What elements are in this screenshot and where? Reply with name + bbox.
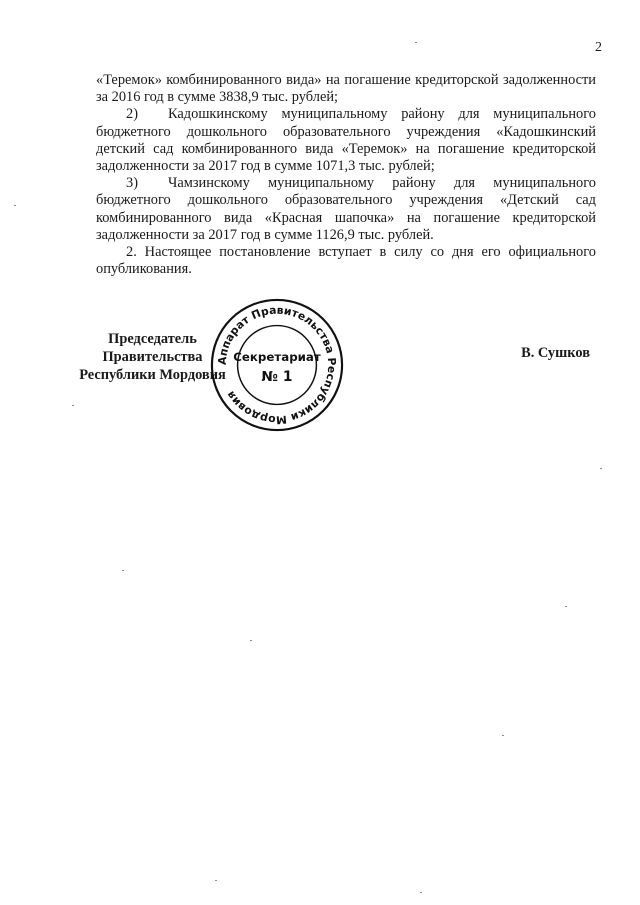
document-body	[96, 72, 596, 278]
page-number: 2	[595, 40, 602, 55]
paragraph-item-2: 2) Кадошкинскому муниципальному району для муниципального бюджетного дошкольного образовательного учреждения «Кадошкинский детский сад комбинированного вида «Теремок» на погашение кредиторской задолженности за 2017 год в сумме 1071,3 тыс. рублей;	[96, 106, 596, 175]
stamp-outer-text: Аппарат Правительства Республики Мордовия	[215, 303, 339, 427]
signatory-title-line1: Председатель Правительства	[102, 331, 203, 365]
signatory-title-line2: Республики Мордовия	[79, 367, 226, 383]
scan-speck	[502, 735, 504, 736]
scan-speck	[215, 880, 217, 881]
item-number: 3)	[126, 175, 138, 192]
scan-speck	[14, 205, 16, 206]
official-seal-stamp	[208, 296, 346, 434]
paragraph-item-3: 3) Чамзинскому муниципальному району для муниципального бюджетного дошкольного образовательного учреждения «Детский сад комбинированного вида «Красная шапочка» на погашение кредиторской задолженности за 2017 год в сумме 1126,9 тыс. рублей.	[96, 175, 596, 243]
paragraph-continuation: «Теремок» комбинированного вида» на погашение кредиторской задолженности за 2016 год в сумме 3838,9 тыс. рублей;	[96, 72, 596, 106]
item-number: 2)	[126, 106, 138, 123]
stamp-center-line2: № 1	[261, 368, 293, 385]
scan-speck	[72, 405, 74, 406]
scan-speck	[565, 606, 567, 607]
scan-speck	[415, 42, 417, 43]
scan-speck	[600, 468, 602, 469]
signatory-name: В. Сушков	[521, 345, 590, 361]
scan-speck	[122, 570, 124, 571]
paragraph-effective-date: 2. Настоящее постановление вступает в силу со дня его официального опубликования.	[96, 244, 596, 278]
scan-speck	[420, 892, 422, 893]
scan-speck	[250, 640, 252, 641]
stamp-center-line1: Секретариат	[233, 350, 321, 365]
